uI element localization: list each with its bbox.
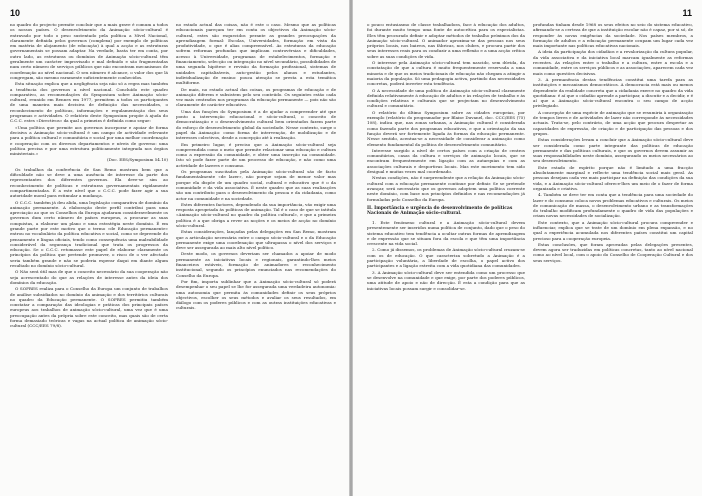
paragraph: Estas conclusões, que foram aprovadas pelas delegações presentes, devem agora ser traduzidas em políticas concretas, tanto ao nível nacional como ao nível local, com o apoio do Conselho de Cooperação Cultural e dos seus serviços. <box>533 241 693 263</box>
paragraph: Em primeiro lugar, é preciso que a Animação sócio-cultural seja compreendida como o meio que permite relacionar uma educação e cultura como a expressão da comunidade, e obter uma inserção na comunidade. Isto só pode fazer parte de um processo de educação, e não como uma actividade de lazeres e consumo. <box>176 141 336 168</box>
paragraph: Este contexto, que a Animação sócio-cultural procura compreender e influenciar, explica que se trate de um domínio em plena expansão, e no qual a experiência acumulada nos diferentes países constitui um capital precioso para a cooperação europeia. <box>533 219 693 241</box>
left-page <box>0 0 349 496</box>
right-page-column-1 <box>367 22 525 490</box>
paragraph: Estas considerações levam a concluir que a Animação sócio-cultural deve ser considerada como parte integrante das políticas de educação permanente e das políticas culturais, e que os governos devem assumir as suas responsabilidades neste domínio, assegurando os meios necessários ao seu desenvolvimento. <box>533 137 693 164</box>
paragraph: O A necessidade de uma política de Animação sócio-cultural claramente definida relativamente à educação de adultos e às relações de trabalho e às condições relativas e culturais que se projectam no desenvolvimento cultural e comunitário. <box>367 87 525 109</box>
right-page <box>353 0 702 496</box>
left-page-column-1 <box>10 22 168 490</box>
paragraph: O SOFRES realiza para o Conselho da Europa um conjunto de trabalhos de análise subsidiados no domínio da animação e dos territórios culturais no quadro da Educação permanente. O SOFRES permitiu também constatar a comparação das ideologias e práticas dos principais países europeus aos trabalhos de animação sócio-cultural, uma vez que é uma preocupação antes da própria sobre este conceito, mas quais são de certa forma demasiado teóricas e vagas na actual política de animação sócio-cultural (CCC/EES 79/8). <box>10 286 168 329</box>
paragraph: A concepção de uma espécie de animação que se resumiria à organização de tempos livres e de actividades de lazer não corresponde às necessidades actuais. Trata-se, pelo contrário, de uma acção que procura despertar as capacidades de expressão, de criação e de participação das pessoas e dos grupos. <box>533 109 693 136</box>
paragraph: no estado actual das coisas, não é este o caso. Mesmo que as políticas educacionais pareçam ter em conta os objectivos da Animação sócio-cultural, estes são esquecidos perante as grandes preocupações da aprendizagem formal: Escolas, Universidades, formação em vista da produtividade, o que é alias compreensível. As estruturas da educação sofrem reformas profundas que implicam controvérsias e dificuldades, acesso à Universidade, programas de estabelecimentos, formação e financiamento, selecção ou integração no nível secundário, possibilidades de uma segunda hipótese e revisão da formação profissional, sistemas de unidades capitalizáveis, auto-gestão pelos alunos e estudantes, individualização de ensino: pouca atenção se presta a esta temática multiforme. <box>176 22 336 86</box>
paragraph: profundas tinham desde 1968 os seus efeitos no seio do sistema educativo, afirmando-se a certeza de que a instituição escolar não é capaz, por si só, de responder às novas exigências da sociedade. Nos países membros, a formação de adultos e a educação permanente ocupam um lugar cada vez mais importante nas políticas educativas nacionais. <box>533 22 693 49</box>
paragraph: De mais, no estado actual das coisas, os programas de educação e de animação diferem e subsistem pelo seu conteúdo. Os seguintes estão cada vez mais centrados nos programas da educação permanente — pois não são claramente de carácter educativo. <box>176 86 336 108</box>
paragraph: Este estado de espírito porque não é limitado a uma fracção absolutamente marginal e reflecte uma tendência social mais geral. As pessoas desejam cada vez mais participar na definição das condições da sua vida, e a Animação sócio-cultural oferece-lhes um meio de o fazer de forma organizada e criativa. <box>533 164 693 191</box>
right-page-number: 11 <box>682 8 692 18</box>
left-page-number: 10 <box>10 8 21 18</box>
paragraph: 3. A permanência destas tendências constitui uma tarefa para as instituições e mecanismos democráticos. A democracia está mais ou menos dependente da realidade concreta que a cidadania exerce no quadro da vida quotidiana: é aí que o cidadão aprende a participar, a discutir e a decidir, e é aí que a Animação sócio-cultural encontra o seu campo de acção privilegiado. <box>533 76 693 109</box>
paragraph: Nestas condições, não é surpreendente que a relação da Animação sócio-cultural com a educação permanente continue por definir. Se se pretende avançar, será necessário que os governos adoptem uma política coerente neste domínio, com base nos princípios definidos e nas recomendações já formuladas pelo Conselho da Europa. <box>367 175 525 202</box>
paragraph: O Não será útil mas de que o conceito necessário da sua cooperação não seja acrescentado do que as relações de interesse antes da ideia dos domínios da educação. <box>10 269 168 285</box>
paragraph: Os trabalhos da conferência de San Remo mostram bem que a dificuldade não se deve a uma ausência de interesse da parte dos representantes dos diferentes governos. Ela deve-se sim ao reconhecimento de políticas e estruturas governamentais rigidamente compartimentadas. É a este nível que o C.C.C. pode fazer agir a sua autoridade moral para estimular a mudança. <box>10 166 168 199</box>
paragraph: Os programas suscitados pela Animação sócio-cultural são de facto fundamentalmente «de lazer», não porque sejam de menor valor mas porque ela dispõe de um quadro social, cultural e educativo que é o da comunidade e da vida associativa. É neste quadro que as suas realizações são um contributo para o desenvolvimento da pessoa e da cidadania, como actor na comunidade e na sociedade. <box>176 169 336 201</box>
paragraph: Esta situação explica que a negligência seja não só a regra mas também a tendência dos governos a nível nacional. Concluído este quadro comparativo, as recomendações do Symposium sobre Animação sócio-cultural, reunido em Rennes em 1977, permitem a todos os participantes de uma maneira mais decisiva de definição das necessidades, o reconhecimento de políticas, informações e regulamentação dos seus programas e actividades. O relatório deste Symposium propõe à ajuda do C.C.C. estes «Directivos» da qual a primeira é definida como segue: <box>10 81 168 124</box>
paragraph: O relatório do último Symposium sobre as cidades europeias, por exemplo (relatório do programador por Blaise Duvanel, doc. CCC/EES (75) 108), indica que, nas zonas urbanas, a Animação cultural é considerada como fazendo parte dos programas educativos, e que a orientação da sua função deverá ser fortemente ligada às formas da educação permanente. Nesse sentido, acentua-se a necessidade de considerar a animação como elemento fundamental da política de desenvolvimento comunitário. <box>367 109 525 147</box>
quote-paragraph: «Uma política que permite aos governos incorporar e apoiar de forma decisiva a Animação sócio-cultural é um campo de actividade relevante para a política cultural e comunitária e social por uma melhor coordenação e cooperação com os diversos departamentos e níveis de governo: uma política precisa e por uma estrutura politicamente integrada nos órgãos ministeriais.» <box>10 124 168 157</box>
right-page-column-2 <box>533 22 693 490</box>
paragraph: 3. A Animação sócio-cultural deve ser entendida como um processo que se desenvolve na comunidade e que exige, por parte dos poderes públicos, uma atitude de apoio e não de direcção. É esta a condição para que as iniciativas locais possam surgir e consolidar-se. <box>367 269 525 291</box>
paragraph: Deste modo, os governos deveriam ser chamados a apoiar de modo permanente as iniciativas locais e regionais, garantindo-lhes meios financeiros estáveis, formação de animadores e reconhecimento institucional, segundo os princípios enunciados nas recomendações do Conselho da Europa. <box>176 251 336 278</box>
paragraph: 1. Este fenómeno cultural e a Animação sócio-cultural devem presentemente ser inseridos numa política de conjunto, dado que o peso do sistema educativo tem tendência a ocultar outras formas de aprendizagem e de expressão que se situam fora da escola e que têm uma importância crescente na vida social. <box>367 219 525 247</box>
paragraph: O C.C.C. também já deu alida, uma legislação comparativa de domínio da animação permanente. A elaboração deste perfil contribui para uma apreciação ao que os Conselhos da Europa ajudaram consideravelmente os governos dum certo número de países europeus, a procurar as suas conquistas, a elaborar um plano e uma estratégia neste domínio. É em grande parte por este motivo que o termo «de Educação permanente» entrou no vocabulário da política educativa e social, como se depreende do pensamento e língua oficiais, tendo como consequência uma maleabilidade considerável da segurança tradicional que trata os progressos da educação. Se o C.C.C. retomasse este papel de elaborar claramente os princípios da política que pretende promover, o risco de o ver afectado seria também grande e não se poderia esperar daqui em diante algum resultado no domínio sócio-cultural. <box>10 199 168 269</box>
paragraph: Interesse surgido a nível de certos países com a criação de centros comunitários, casas da cultura e serviços de animação locais, que se encontram frequentemente em ligação com as autarquias e com as associações culturais e desportivas locais. Mas este movimento tem sido desigual e muitas vezes mal coordenado. <box>367 147 525 175</box>
paragraph: o pouco entusiasmo de classe trabalhadora, face à educação dos adultos, foi durante muito tempo uma fonte de autocrítica para os especialistas. Eles têm procurado definir e adoptar métodos de trabalho próximos dos da Animação sócio-cultural. O animador aproxima-se das pessoas nos seus próprios locais, nos bairros, nas fábricas, nos clubes, e procura partir dos seus interesses reais para os conduzir a uma reflexão e a uma acção crítica sobre as suas condições de vida. <box>367 22 525 59</box>
paragraph: O interesse pela Animação sócio-cultural tem nascido, sem dúvida, da constatação de que a cultura é muito frequentemente reservada a uma minoria e de que os meios tradicionais de educação não chegam a atingir a maioria da população. Só uma pedagogia activa, partindo das necessidades concretas, poderá inverter esta tendência. <box>367 60 525 87</box>
paragraph: Por fim, importa sublinhar que a Animação sócio-cultural só poderá desempenhar o seu papel se lhe for assegurada uma verdadeira autonomia: uma autonomia que permita às comunidades definir os seus próprios objectivos, escolher os seus métodos e avaliar os seus resultados, em diálogo com os poderes públicos e com as outras instituições educativas e culturais. <box>176 278 336 311</box>
section-heading: II. Importância e urgência do desenvolvimento de políticas Nacionais de Animação sócio-cultural. <box>367 205 513 217</box>
paragraph: Estas considerações, lançadas pelas delegações em San Remo, mostram que a articulação necessária entre o campo sócio-cultural e o da Educação permanente exige uma coordenação que ultrapassa o nível dos serviços e deve ser assegurada ao mais alto nível político. <box>176 229 336 251</box>
paragraph: A ideia da participação dos cidadãos e a revalorização da cultura popular, da vida associativa e da iniciativa local marcam igualmente as reformas recentes. As relações entre o trabalho e a cultura, entre a escola e a comunidade, entre os serviços públicos e as associações, aparecem cada vez mais como questões decisivas. <box>533 49 693 76</box>
paragraph: no quadro do projecto permite concluir que a mais grave é comum a todos os nossos países. O desenvolvimento da Animação sócio-cultural é entravado por todo o peso sustentado pela política a Nível Nacional, claramente definida pelos governos (complexa) por exemplo de políticas em matéria de alojamento (de educação) à qual a acção e as estruturas governamentais se possam adaptar. Na verdade, basta ter em conta, por outro lado, as estruturas ou domínios de Animação sócio-cultural têm geralmente um carácter improvisado e mal definido e são fragmentadas num certo número de serviços públicos que não encontram mecanismos de coordenação ao nível nacional. O seu número é alcance, o valor dos que lá congregam, são mesmo raramente suficientemente conhecidos. <box>10 22 168 80</box>
paragraph: 2. Como já dissemos, os problemas de Animação sócio-cultural cruzam-se com os de educação. O que caracteriza sobretudo a Animação é a participação voluntária, a liberdade de escolha, o papel activo dos participantes e a ligação estreita com a vida quotidiana das comunidades. <box>367 247 525 269</box>
left-page-column-2 <box>176 22 336 490</box>
paragraph: Estes diferentes factores, dependendo da sua importância, vão exigir uma resposta apropriada às políticas de animação. Tal é o caso de que se intitula «Animação sócio-cultural no quadro da política cultural», e que a primeira política é a que obriga a rever as noções e os meios de acção no domínio sócio-cultural. <box>176 201 336 228</box>
paragraph: 4. Também se deve ter em conta que a tendência para uma sociedade do lazer e do consumo coloca novos problemas educativos e culturais. Os meios de comunicação de massa, o desenvolvimento urbano e as transformações do trabalho modificam profundamente o quadro de vida das populações e criam novas necessidades de socialização. <box>533 192 693 219</box>
citation: (Doc. EES/Symposium 54.10) <box>106 157 168 163</box>
paragraph: Uma das funções do Symposium é a de ajudar a compreender até que ponto a intervenção educacional e sócio-cultural, o conceito de democratização e o desenvolvimento cultural bem orientados fazem parte do esforço de desenvolvimento global da sociedade. Nesse contexto, surge o papel da Animação: como forma de intervenção, de mobilização e de interesses colectivos, desde a concepção até à realização. <box>176 108 336 141</box>
